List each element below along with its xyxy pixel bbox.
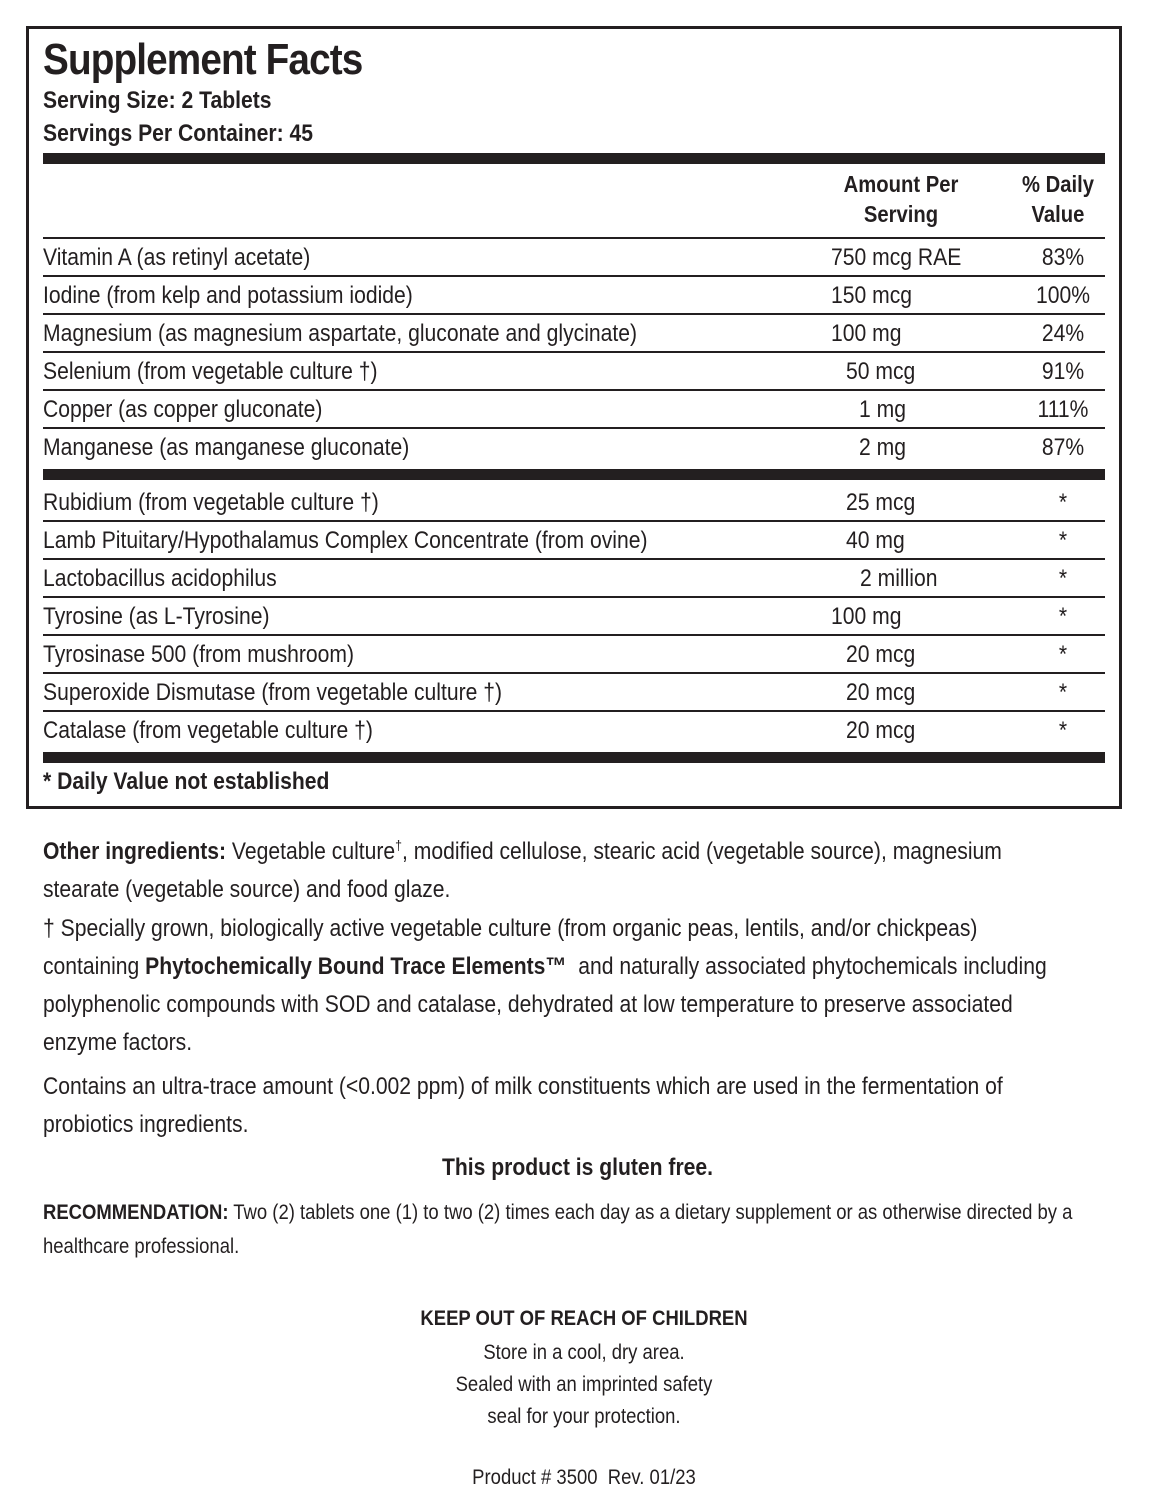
nutrient-daily-value: 111% (1037, 396, 1089, 423)
recommendation-text: Two (2) tablets one (1) to two (2) times each day as a dietary supplement or as otherwise directed by a healthcare professional. (43, 1201, 1073, 1258)
ingredient-daily-value: * (1058, 603, 1068, 630)
dv-column-header (1010, 169, 1107, 229)
ingredient-daily-value: * (1058, 527, 1068, 554)
nutrient-name: Copper (as copper gluconate) (43, 396, 323, 423)
other-ingredients-text-1: Vegetable culture (226, 838, 396, 865)
amount-column-header (831, 169, 972, 229)
vegetable-culture-note (43, 910, 1073, 1062)
amount-header-line-1: Amount Per (843, 171, 959, 197)
other-ingredients-text-2: , modified cellulose, stearic acid (vegetable source), magnesium stearate (vegetable source) and food glaze. (43, 838, 1002, 903)
ingredient-row (43, 598, 1105, 636)
ingredient-daily-value: * (1058, 565, 1068, 592)
ingredient-row (43, 712, 1105, 750)
ingredient-amount: 20 mcg (846, 641, 916, 668)
nutrient-amount: 150 mcg (831, 282, 913, 309)
other-ingredients-label: Other ingredients: (43, 838, 227, 865)
nutrient-name: Manganese (as manganese gluconate) (43, 434, 410, 461)
ingredient-row (43, 522, 1105, 560)
servings-per-container: Servings Per Container: 45 (43, 120, 313, 147)
nutrient-amount: 100 mg (831, 320, 902, 347)
top-thick-bar (43, 153, 1105, 164)
ingredient-row (43, 674, 1105, 712)
ingredient-name: Superoxide Dismutase (from vegetable culture †) (43, 679, 502, 706)
ingredient-name: Lamb Pituitary/Hypothalamus Complex Concentrate (from ovine) (43, 527, 648, 554)
ingredient-daily-value: * (1058, 717, 1068, 744)
nutrient-daily-value: 24% (1041, 320, 1085, 347)
ingredient-amount: 40 mg (846, 527, 905, 554)
serving-size: Serving Size: 2 Tablets (43, 87, 272, 114)
ingredient-amount: 25 mcg (846, 489, 916, 516)
middle-thick-bar (43, 469, 1105, 480)
culture-note-part-1: † Specially grown, biologically active vegetable culture (from organic peas, lentils, and/or chickpeas) containing (43, 915, 978, 980)
daily-value-footnote: * Daily Value not established (43, 768, 330, 795)
ingredient-row (43, 560, 1105, 598)
dv-header-line-2: Value (1031, 201, 1085, 227)
culture-note-trademark: Phytochemically Bound Trace Elements™ (145, 953, 567, 980)
ingredient-row (43, 636, 1105, 674)
ingredient-name: Catalase (from vegetable culture †) (43, 717, 373, 744)
warning-title: KEEP OUT OF REACH OF CHILDREN (420, 1307, 748, 1330)
nutrient-row (43, 391, 1105, 429)
recommendation (43, 1196, 1117, 1264)
nutrient-row (43, 239, 1105, 277)
other-ingredients (43, 826, 1073, 909)
supplement-facts-inner (43, 29, 1105, 806)
ingredient-name: Tyrosinase 500 (from mushroom) (43, 641, 355, 668)
amount-header-line-2: Serving (863, 201, 939, 227)
ingredient-name: Lactobacillus acidophilus (43, 565, 277, 592)
storage-line-2: Sealed with an imprinted safety (455, 1373, 713, 1396)
nutrient-daily-value: 91% (1041, 358, 1085, 385)
nutrient-row (43, 429, 1105, 467)
ingredient-daily-value: * (1058, 679, 1068, 706)
nutrient-amount: 1 mg (859, 396, 906, 423)
bottom-thick-bar (43, 752, 1105, 763)
storage-line-3: seal for your protection. (487, 1405, 681, 1428)
nutrient-amount: 2 mg (859, 434, 906, 461)
nutrient-row (43, 277, 1105, 315)
nutrient-row (43, 315, 1105, 353)
ingredient-amount: 20 mcg (846, 679, 916, 706)
nutrient-name: Vitamin A (as retinyl acetate) (43, 244, 311, 271)
supplement-facts-panel (26, 26, 1122, 809)
facts-title: Supplement Facts (43, 35, 363, 84)
ingredient-name: Tyrosine (as L-Tyrosine) (43, 603, 270, 630)
nutrient-name: Selenium (from vegetable culture †) (43, 358, 378, 385)
ingredient-amount: 100 mg (831, 603, 902, 630)
nutrient-daily-value: 83% (1041, 244, 1085, 271)
ingredient-daily-value: * (1058, 489, 1068, 516)
storage-line-1: Store in a cool, dry area. (483, 1341, 685, 1364)
nutrient-daily-value: 100% (1035, 282, 1091, 309)
gluten-free-statement: This product is gluten free. (441, 1154, 714, 1181)
ingredient-amount: 20 mcg (846, 717, 916, 744)
nutrient-name: Magnesium (as magnesium aspartate, gluconate and glycinate) (43, 320, 638, 347)
ingredient-name: Rubidium (from vegetable culture †) (43, 489, 379, 516)
nutrient-name: Iodine (from kelp and potassium iodide) (43, 282, 413, 309)
recommendation-label: RECOMMENDATION: (43, 1201, 229, 1224)
product-code: Product # 3500 Rev. 01/23 (472, 1466, 696, 1489)
ingredient-amount: 2 million (860, 565, 938, 592)
nutrient-amount: 50 mcg (846, 358, 916, 385)
nutrient-daily-value: 87% (1041, 434, 1085, 461)
dv-header-line-1: % Daily (1021, 171, 1094, 197)
ingredient-daily-value: * (1058, 641, 1068, 668)
ingredient-row (43, 484, 1105, 522)
milk-constituents-note: Contains an ultra-trace amount (<0.002 ppm) of milk constituents which are used in the fermentation of probiotics ingredients. (43, 1073, 1003, 1138)
dagger-mark: † (395, 837, 403, 853)
nutrient-amount: 750 mcg RAE (831, 244, 962, 271)
nutrient-row (43, 353, 1105, 391)
culture-note-part-2: and naturally associated phytochemicals including polyphenolic compounds with SOD and catalase, dehydrated at low temperature to preserve associated enzyme factors. (43, 953, 1053, 1056)
